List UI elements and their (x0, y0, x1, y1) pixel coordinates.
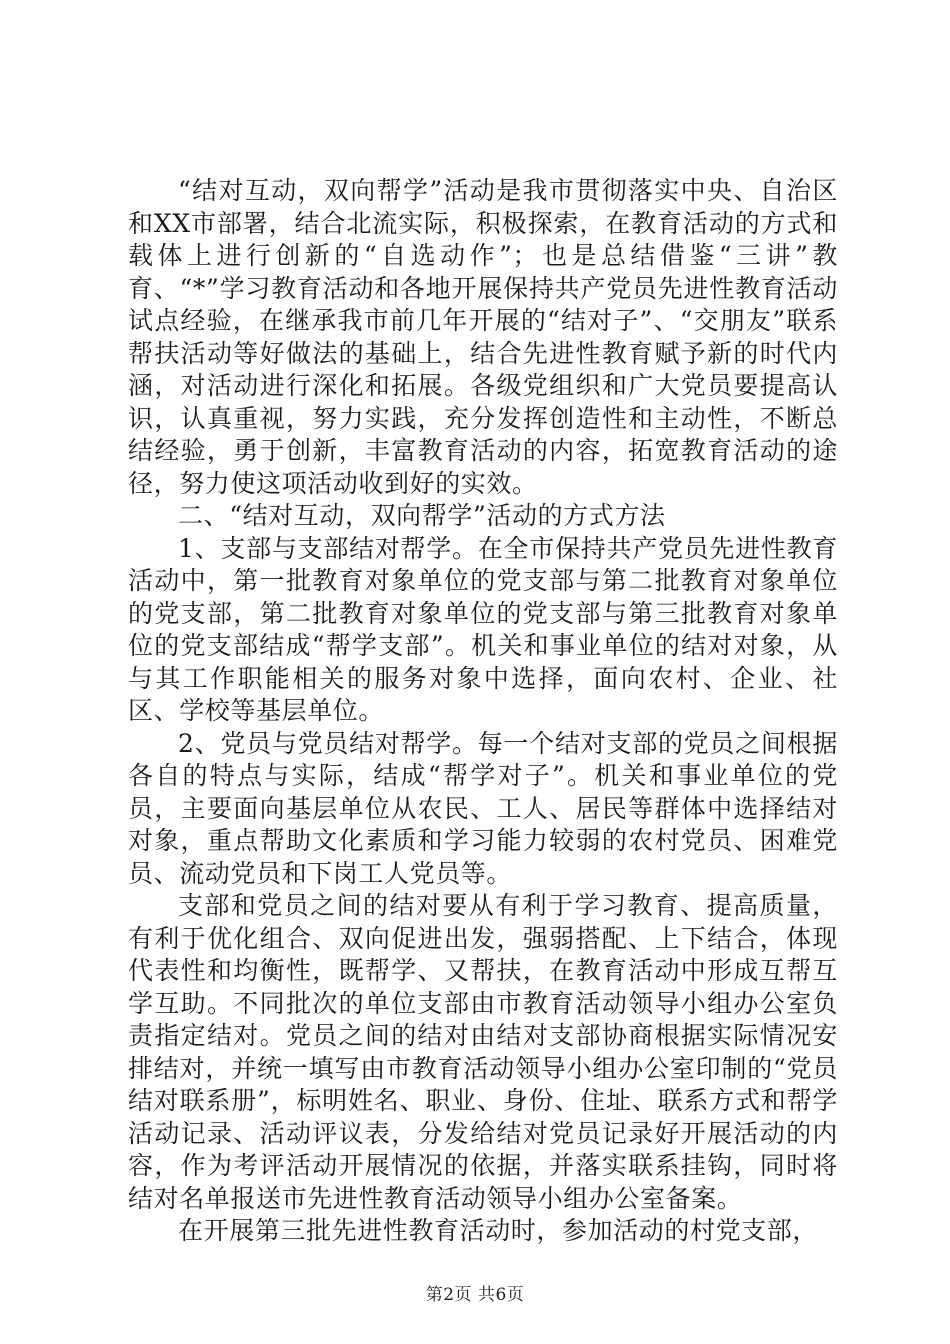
document-body (128, 175, 838, 1248)
paragraph-member-pairing: 2、党员与党员结对帮学。每一个结对支部的党员之间根据各自的特点与实际，结成“帮学对子”。机关和事业单位的党员，主要面向基层单位从农民、工人、居民等群体中选择结对对象，重点帮助文化素质和学习能力较弱的农村党员、困难党员、流动党员和下岗工人党员等。 (128, 728, 838, 888)
paragraph-third-batch: 在开展第三批先进性教育活动时，参加活动的村党支部， (178, 1216, 819, 1245)
section-heading-methods: 二、“结对互动，双向帮学”活动的方式方法 (178, 501, 666, 530)
paragraph-pairing-principles: 支部和党员之间的结对要从有利于学习教育、提高质量，有利于优化组合、双向促进出发，强弱搭配、上下结合，体现代表性和均衡性，既帮学、又帮扶，在教育活动中形成互帮互学互助。不同批次的单位支部由市教育活动领导小组办公室负责指定结对。党员之间的结对由结对支部协商根据实际情况安排结对，并统一填写由市教育活动领导小组办公室印制的“党员结对联系册”，标明姓名、职业、身份、住址、联系方式和帮学活动记录、活动评议表，分发给结对党员记录好开展活动的内容，作为考评活动开展情况的依据，并落实联系挂钩，同时将结对名单报送市先进性教育活动领导小组办公室备案。 (128, 891, 838, 1213)
paragraph-branch-pairing: 1、支部与支部结对帮学。在全市保持共产党员先进性教育活动中，第一批教育对象单位的党支部与第二批教育对象单位的党支部，第二批教育对象单位的党支部与第三批教育对象单位的党支部结成“帮学支部”。机关和事业单位的结对对象，从与其工作职能相关的服务对象中选择，面向农村、企业、社区、学校等基层单位。 (128, 533, 838, 725)
page-number-footer: 第2页 共6页 (425, 1285, 525, 1305)
paragraph-activity-purpose: “结对互动，双向帮学”活动是我市贯彻落实中央、自治区和XX市部署，结合北流实际，积极探索，在教育活动的方式和载体上进行创新的“自选动作”；也是总结借鉴“三讲”教育、“*”学习教育活动和各地开展保持共产党员先进性教育活动试点经验，在继承我市前几年开展的“结对子”、“交朋友”联系帮扶活动等好做法的基础上，结合先进性教育赋予新的时代内涵，对活动进行深化和拓展。各级党组织和广大党员要提高认识，认真重视，努力实践，充分发挥创造性和主动性，不断总结经验，勇于创新，丰富教育活动的内容，拓宽教育活动的途径，努力使这项活动收到好的实效。 (128, 176, 838, 498)
